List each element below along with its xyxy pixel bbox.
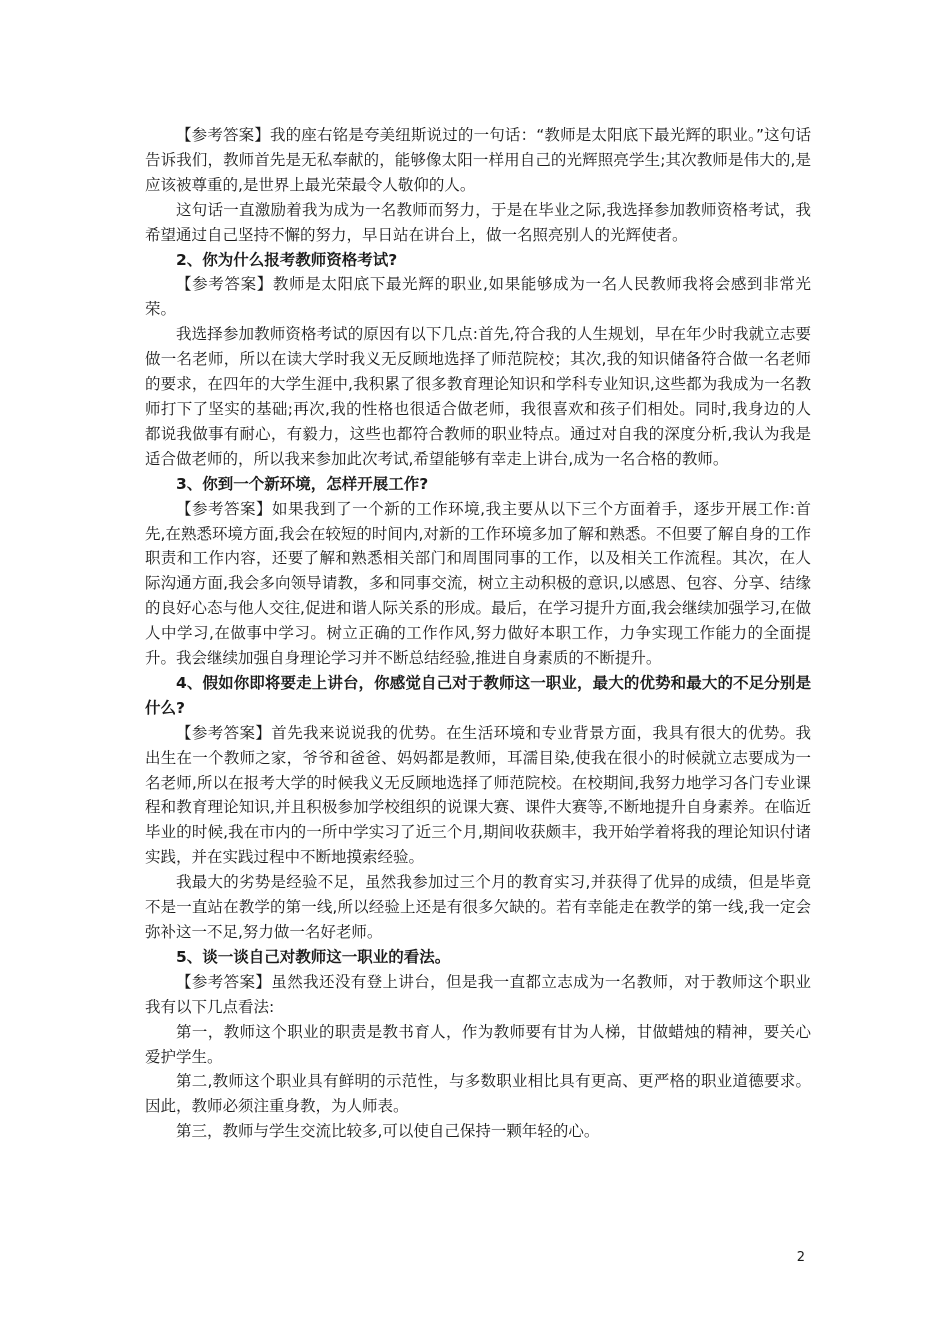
answer-paragraph: 【参考答案】虽然我还没有登上讲台，但是我一直都立志成为一名教师，对于教师这个职业我有以下几点看法: [145, 972, 811, 1016]
answer-paragraph: 【参考答案】首先我来说说我的优势。在生活环境和专业背景方面，我具有很大的优势。我出生在一个教师之家，爷爷和爸爸、妈妈都是教师，耳濡目染,使我在很小的时候就立志要成为一名老师,所以在报考大学的时候我义无反顾地选择了师范院校。在校期间,我努力地学习各门专业课程和教育理论知识,并且积极参加学校组织的说课大赛、课件大赛等,不断地提升自身素养。在临近毕业的时候,我在市内的一所中学实习了近三个月,期间收获颇丰，我开始学着将我的理论知识付诸实践，并在实践过程中不断地摸索经验。 [145, 723, 811, 867]
question-heading: 2、你为什么报考教师资格考试? [176, 250, 398, 269]
body-paragraph: 第三，教师与学生交流比较多,可以使自己保持一颗年轻的心。 [176, 1122, 600, 1141]
question-heading: 4、假如你即将要走上讲台，你感觉自己对于教师这一职业，最大的优势和最大的不足分别是什么? [145, 673, 811, 717]
body-paragraph: 第一，教师这个职业的职责是教书育人，作为教师要有甘为人梯，甘做蜡烛的精神，要关心爱护学生。 [145, 1022, 811, 1066]
answer-paragraph: 【参考答案】如果我到了一个新的工作环境,我主要从以下三个方面着手，逐步开展工作:首先,在熟悉环境方面,我会在较短的时间内,对新的工作环境多加了解和熟悉。不但要了解自身的工作职责和工作内容，还要了解和熟悉相关部门和周围同事的工作，以及相关工作流程。其次，在人际沟通方面,我会多向领导请教，多和同事交流，树立主动积极的意识,以感恩、包容、分享、结缘的良好心态与他人交往,促进和谐人际关系的形成。最后，在学习提升方面,我会继续加强学习,在做人中学习,在做事中学习。树立正确的工作作风,努力做好本职工作，力争实现工作能力的全面提升。我会继续加强自身理论学习并不断总结经验,推进自身素质的不断提升。 [145, 499, 811, 668]
body-paragraph: 我最大的劣势是经验不足，虽然我参加过三个月的教育实习,并获得了优异的成绩，但是毕竟不是一直站在教学的第一线,所以经验上还是有很多欠缺的。若有幸能走在教学的第一线,我一定会弥补这一不足,努力做一名好老师。 [145, 873, 811, 941]
body-paragraph: 第二,教师这个职业具有鲜明的示范性，与多数职业相比具有更高、更严格的职业道德要求。因此，教师必须注重身教，为人师表。 [145, 1072, 811, 1116]
body-paragraph: 我选择参加教师资格考试的原因有以下几点:首先,符合我的人生规划，早在年少时我就立志要做一名老师，所以在读大学时我义无反顾地选择了师范院校；其次,我的知识储备符合做一名老师的要求，在四年的大学生涯中,我积累了很多教育理论知识和学科专业知识,这些都为我成为一名教师打下了坚实的基础;再次,我的性格也很适合做老师，我很喜欢和孩子们相处。同时,我身边的人都说我做事有耐心，有毅力，这些也都符合教师的职业特点。通过对自我的深度分析,我认为我是适合做老师的，所以我来参加此次考试,希望能够有幸走上讲台,成为一名合格的教师。 [145, 325, 811, 468]
answer-paragraph: 【参考答案】我的座右铭是夸美纽斯说过的一句话：“教师是太阳底下最光辉的职业。”这句话告诉我们，教师首先是无私奉献的，能够像太阳一样用自己的光辉照亮学生;其次教师是伟大的,是应该被尊重的,是世界上最光荣最令人敬仰的人。 [145, 126, 811, 194]
body-paragraph: 这句话一直激励着我为成为一名教师而努力，于是在毕业之际,我选择参加教师资格考试，我希望通过自己坚持不懈的努力，早日站在讲台上，做一名照亮别人的光辉使者。 [145, 200, 811, 244]
answer-paragraph: 【参考答案】教师是太阳底下最光辉的职业,如果能够成为一名人民教师我将会感到非常光荣。 [145, 275, 811, 319]
question-heading: 3、你到一个新环境，怎样开展工作? [176, 474, 429, 493]
question-heading: 5、谈一谈自己对教师这一职业的看法。 [176, 947, 451, 966]
page-number: 2 [796, 1250, 805, 1265]
document-body [145, 123, 811, 1144]
